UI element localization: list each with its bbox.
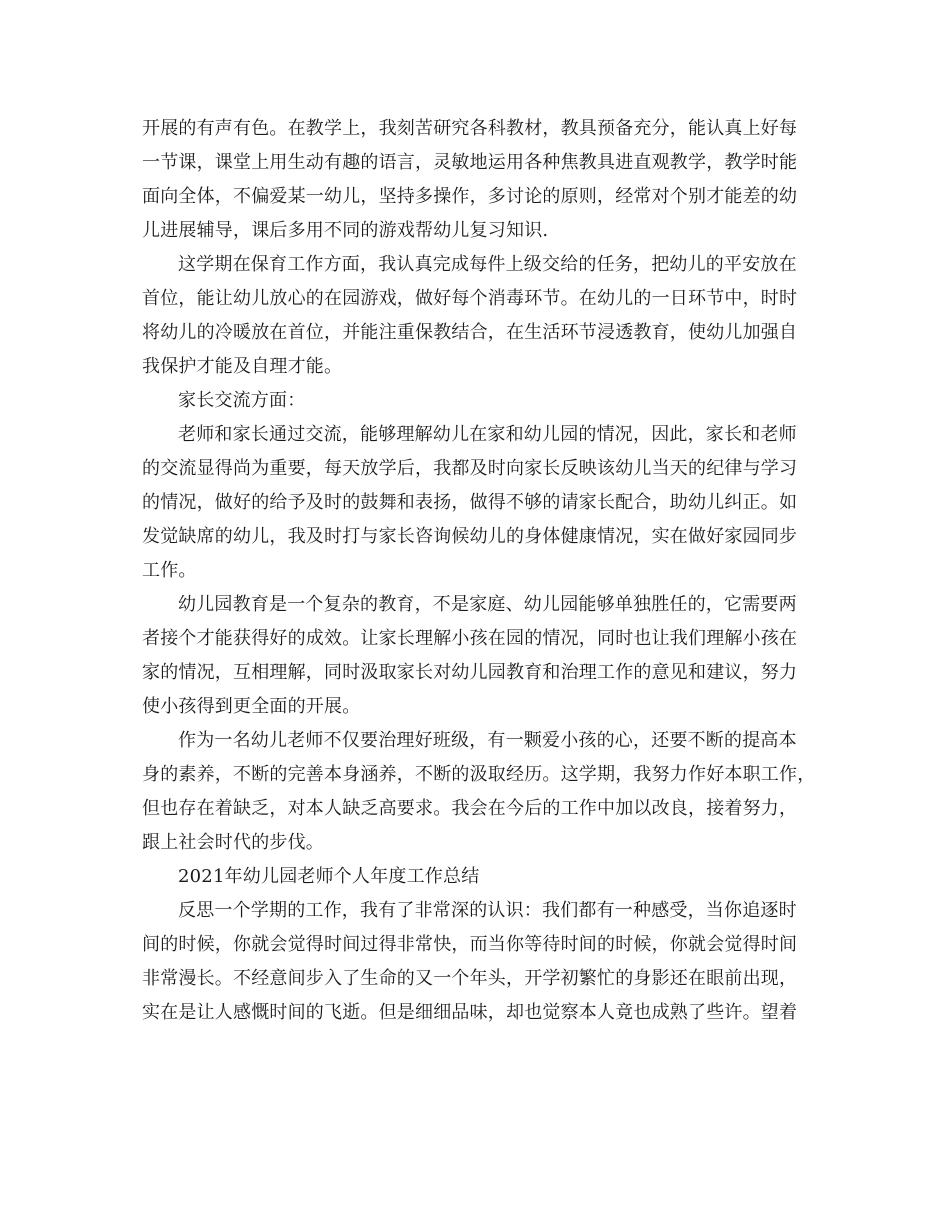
text-line: 一节课，课堂上用生动有趣的语言，灵敏地运用各种焦教具进直观教学，教学时能	[142, 152, 798, 173]
text-line: 家长交流方面：	[178, 390, 306, 411]
text-line: 作为一名幼儿老师不仅要治理好班级，有一颗爱小孩的心，还要不断的提高本	[178, 730, 797, 751]
text-line: 开展的有声有色。在教学上，我刻苦研究各科教材，教具预备充分，能认真上好每	[142, 118, 798, 139]
text-line: 使小孩得到更全面的开展。	[142, 696, 361, 717]
text-line: 2021年幼儿园老师个人年度工作总结	[178, 866, 480, 887]
text-line: 间的时候，你就会觉得时间过得非常快，而当你等待时间的时候，你就会觉得时间	[142, 934, 798, 955]
text-line: 老师和家长通过交流，能够理解幼儿在家和幼儿园的情况，因此，家长和老师	[178, 424, 797, 445]
document-body	[142, 112, 822, 1030]
text-line: 的情况，做好的给予及时的鼓舞和表扬，做得不够的请家长配合，助幼儿纠正。如	[142, 492, 798, 513]
text-line: 身的素养，不断的完善本身涵养，不断的汲取经历。这学期，我努力作好本职工作，	[142, 764, 816, 785]
text-line: 的交流显得尚为重要，每天放学后，我都及时向家长反映该幼儿当天的纪律与学习	[142, 458, 798, 479]
text-line: 实在是让人感慨时间的飞逝。但是细细品味，却也觉察本人竟也成熟了些许。望着	[142, 1002, 798, 1023]
text-line: 发觉缺席的幼儿，我及时打与家长咨询候幼儿的身体健康情况，实在做好家园同步	[142, 526, 798, 547]
text-line: 面向全体，不偏爱某一幼儿，坚持多操作，多讨论的原则，经常对个别才能差的幼	[142, 186, 798, 207]
text-line: 非常漫长。不经意间步入了生命的又一个年头，开学初繁忙的身影还在眼前出现，	[142, 968, 798, 989]
text-line: 我保护才能及自理才能。	[142, 356, 343, 377]
text-line: 儿进展辅导，课后多用不同的游戏帮幼儿复习知识.	[142, 220, 549, 241]
text-line: 幼儿园教育是一个复杂的教育，不是家庭、幼儿园能够单独胜任的，它需要两	[178, 594, 797, 615]
text-line: 这学期在保育工作方面，我认真完成每件上级交给的任务，把幼儿的平安放在	[178, 254, 797, 275]
text-line: 但也存在着缺乏，对本人缺乏高要求。我会在今后的工作中加以改良，接着努力，	[142, 798, 798, 819]
text-line: 者接个才能获得好的成效。让家长理解小孩在园的情况，同时也让我们理解小孩在	[142, 628, 798, 649]
text-line: 工作。	[142, 560, 197, 581]
text-line: 家的情况，互相理解，同时汲取家长对幼儿园教育和治理工作的意见和建议，努力	[142, 662, 798, 683]
text-line: 跟上社会时代的步伐。	[142, 832, 324, 853]
text-line: 将幼儿的冷暖放在首位，并能注重保教结合，在生活环节浸透教育，使幼儿加强自	[142, 322, 798, 343]
text-line: 反思一个学期的工作，我有了非常深的认识：我们都有一种感受，当你追逐时	[178, 900, 797, 921]
text-line: 首位，能让幼儿放心的在园游戏，做好每个消毒环节。在幼儿的一日环节中，时时	[142, 288, 798, 309]
